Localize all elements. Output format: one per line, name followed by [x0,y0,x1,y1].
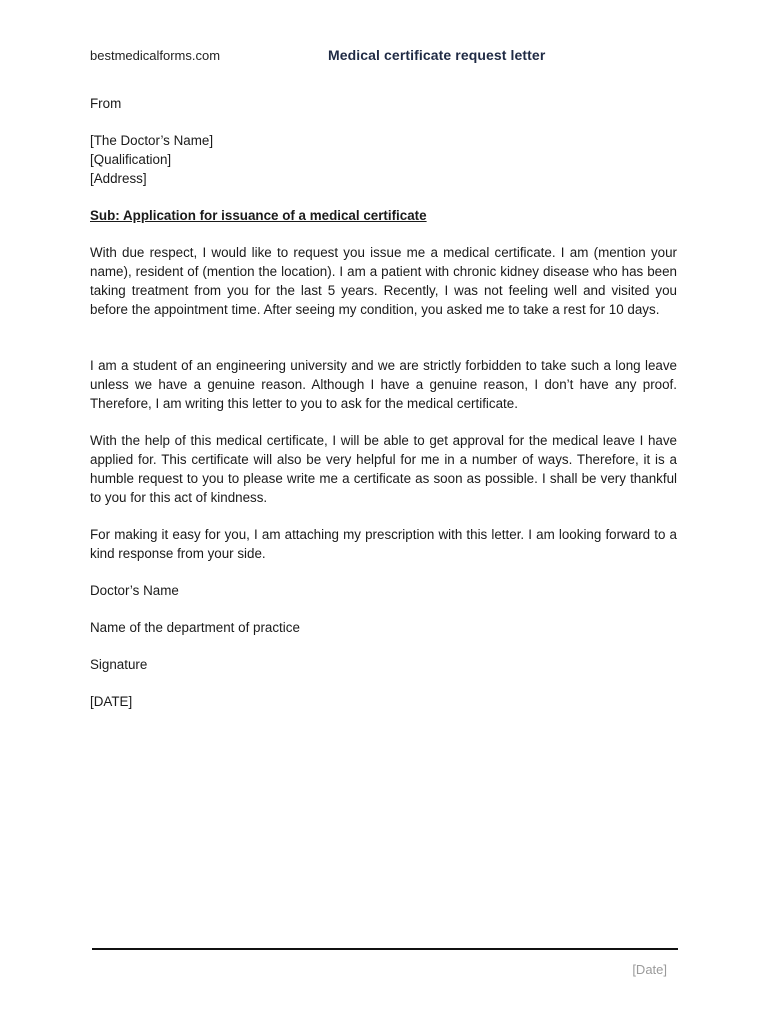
footer-divider [92,948,678,950]
paragraph-1: With due respect, I would like to request you issue me a medical certificate. I am (mention your name), resident of (mention the location). I am a patient with chronic kidney disease who has been taking treatment from you for the last 5 years. Recently, I was not feeling well and visited you before the appointment time. After seeing my condition, you asked me to take a rest for 10 days. [90,245,677,317]
footer-date: [Date] [632,962,667,977]
paragraph-3: With the help of this medical certificate, I will be able to get approval for the medical leave I have applied for. This certificate will also be very helpful for me in a number of ways. Therefore, it is a humble request to you to please write me a certificate as soon as possible. I shall be very thankful to you for this act of kindness. [90,433,677,505]
sender-block [90,131,677,188]
subject-line: Sub: Application for issuance of a medical certificate [90,208,427,223]
sender-name: [The Doctor’s Name] [90,133,214,148]
site-name: bestmedicalforms.com [90,48,221,63]
closing-date: [DATE] [90,694,133,709]
closing-doctor-name: Doctor’s Name [90,583,179,598]
sender-qualification: [Qualification] [90,152,172,167]
sender-address: [Address] [90,171,147,186]
paragraph-2: I am a student of an engineering university and we are strictly forbidden to take such a long leave unless we have a genuine reason. Although I have a genuine reason, I don’t have any proof. Therefore, I am writing this letter to you to ask for the medical certificate. [90,358,677,411]
paragraph-4: For making it easy for you, I am attaching my prescription with this letter. I am looking forward to a kind response from your side. [90,527,677,561]
from-label: From [90,96,122,111]
closing-signature: Signature [90,657,148,672]
closing-department: Name of the department of practice [90,620,300,635]
document-title: Medical certificate request letter [328,47,546,63]
